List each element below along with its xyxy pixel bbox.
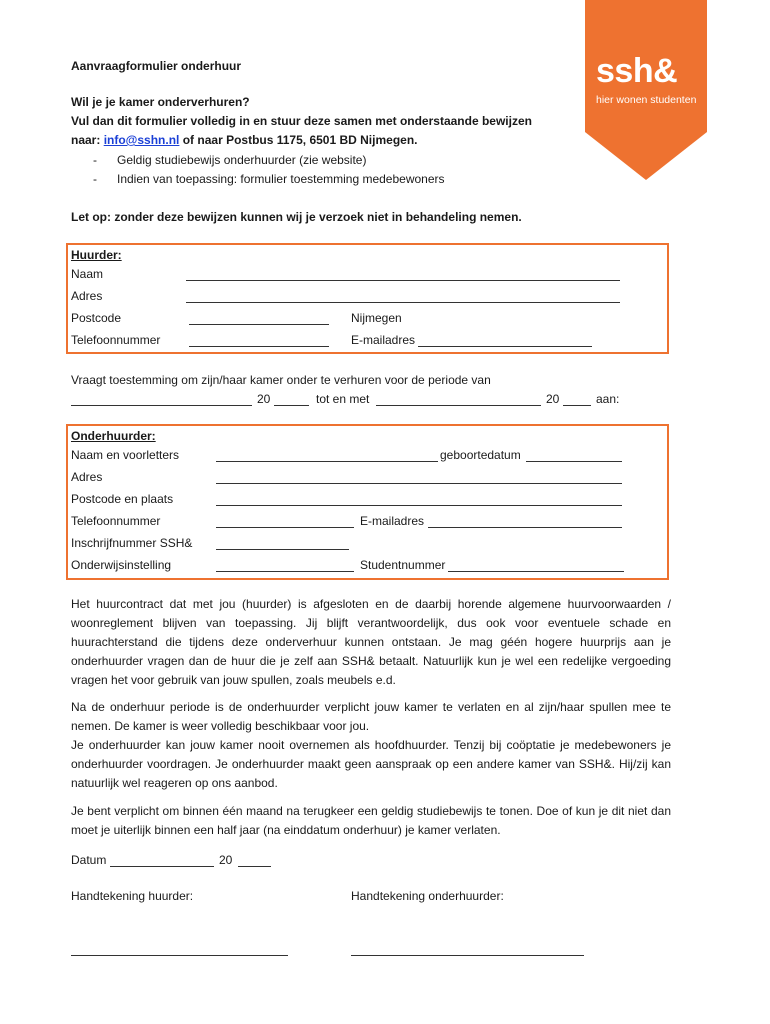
signature-huurder-field[interactable] — [71, 955, 288, 956]
huurder-naam-field[interactable] — [186, 280, 620, 281]
datum-label: Datum — [71, 853, 107, 867]
datum-year-field[interactable] — [238, 866, 271, 867]
onderhuurder-studentnummer-label: Studentnummer — [360, 558, 446, 572]
onderhuurder-telefoon-label: Telefoonnummer — [71, 514, 161, 528]
onderhuurder-email-field[interactable] — [428, 527, 622, 528]
onderhuurder-inschrijf-field[interactable] — [216, 549, 349, 550]
period-aan-label: aan: — [596, 392, 620, 406]
instruction-line-2: naar: info@sshn.nl of naar Postbus 1175, 6501 BD Nijmegen. — [71, 133, 418, 147]
paragraph-onderhuur-einde: Na de onderhuur periode is de onderhuurder verplicht jouw kamer te verlaten en al zijn/haar spullen mee te nemen. De kamer is weer volledig beschikbaar voor jou. — [71, 700, 671, 733]
huurder-email-label: E-mailadres — [351, 333, 416, 347]
logo-tagline: hier wonen studenten — [596, 94, 697, 106]
form-question: Wil je je kamer onderverhuren? — [71, 95, 250, 109]
onderhuurder-telefoon-field[interactable] — [216, 527, 354, 528]
datum-field[interactable] — [110, 866, 214, 867]
paragraph-hoofdhuurder: Je onderhuurder kan jouw kamer nooit overnemen als hoofdhuurder. Tenzij bij coöptatie je medebewoners je onderhuurder voordragen. Je onderhuurder maakt geen aanspraak op een andere kamer van SSH&. Hij/zij kan natuurlijk wel reageren op ons aanbod. — [71, 738, 671, 790]
email-link[interactable]: info@sshn.nl — [103, 133, 180, 147]
huurder-email-field[interactable] — [418, 346, 592, 347]
paragraph-studiebewijs: Je bent verplicht om binnen één maand na terugkeer een geldig studiebewijs te tonen. Doe of kun je dit niet dan moet je uiterlijk binnen een half jaar (na einddatum onderhuur) je kamer verlaten. — [71, 804, 671, 837]
paragraph-huurcontract: Het huurcontract dat met jou (huurder) is afgesloten en de daarbij horende algemene huurvoorwaarden / woonreglement blijven van toepassing. Jij blijft verantwoordelijk, dus ook voor eventuele schade en huurachterstand die tijdens deze onderverhuur kunnen ontstaan. Je mag géén hogere huurprijs aan je onderhuurder vragen dan de huur die je zelf aan SSH& betaalt. Natuurlijk kun je wel een redelijke vergoeding vragen het voor gebruik van jouw spullen, zoals meubels e.d. — [71, 597, 671, 687]
period-year-2: 20 — [546, 392, 560, 406]
onderhuurder-postcode-label: Postcode en plaats — [71, 492, 174, 506]
onderhuurder-onderwijs-label: Onderwijsinstelling — [71, 558, 172, 572]
huurder-heading: Huurder: — [71, 248, 122, 262]
huurder-adres-field[interactable] — [186, 302, 620, 303]
bullet-marker: - — [93, 172, 97, 186]
onderhuurder-email-label: E-mailadres — [360, 514, 425, 528]
huurder-postcode-label: Postcode — [71, 311, 122, 325]
huurder-naam-label: Naam — [71, 267, 104, 281]
onderhuurder-inschrijf-label: Inschrijfnummer SSH& — [71, 536, 193, 550]
onderhuurder-geboortedatum-field[interactable] — [526, 461, 622, 462]
onderhuurder-adres-field[interactable] — [216, 483, 622, 484]
bullet-item: Geldig studiebewijs onderhuurder (zie website) — [117, 153, 367, 167]
huurder-city: Nijmegen — [351, 311, 402, 325]
onderhuurder-onderwijs-field[interactable] — [216, 571, 354, 572]
period-text: Vraagt toestemming om zijn/haar kamer onder te verhuren voor de periode van — [71, 373, 491, 387]
signature-huurder-label: Handtekening huurder: — [71, 889, 194, 903]
form-title: Aanvraagformulier onderhuur — [71, 59, 242, 73]
instruction-line-1: Vul dan dit formulier volledig in en stuur deze samen met onderstaande bewijzen — [71, 114, 532, 128]
bullet-marker: - — [93, 153, 97, 167]
period-tot-label: tot en met — [316, 392, 370, 406]
warning-text: Let op: zonder deze bewijzen kunnen wij je verzoek niet in behandeling nemen. — [71, 210, 522, 224]
period-year-1: 20 — [257, 392, 271, 406]
huurder-telefoon-label: Telefoonnummer — [71, 333, 161, 347]
onderhuurder-geboortedatum-label: geboortedatum — [440, 448, 521, 462]
signature-onderhuurder-label: Handtekening onderhuurder: — [351, 889, 504, 903]
onderhuurder-adres-label: Adres — [71, 470, 103, 484]
datum-year: 20 — [219, 853, 233, 867]
period-end-field[interactable] — [376, 405, 541, 406]
onderhuurder-naam-label: Naam en voorletters — [71, 448, 180, 462]
signature-onderhuurder-field[interactable] — [351, 955, 584, 956]
onderhuurder-naam-field[interactable] — [216, 461, 438, 462]
period-start-field[interactable] — [71, 405, 252, 406]
onderhuurder-postcode-field[interactable] — [216, 505, 622, 506]
period-end-year-field[interactable] — [563, 405, 591, 406]
onderhuurder-studentnummer-field[interactable] — [448, 571, 624, 572]
period-start-year-field[interactable] — [274, 405, 309, 406]
logo-wordmark: ssh& — [596, 52, 678, 90]
onderhuurder-heading: Onderhuurder: — [71, 429, 156, 443]
huurder-adres-label: Adres — [71, 289, 103, 303]
huurder-postcode-field[interactable] — [189, 324, 329, 325]
huurder-telefoon-field[interactable] — [189, 346, 329, 347]
bullet-item: Indien van toepassing: formulier toestemming medebewoners — [117, 172, 445, 186]
